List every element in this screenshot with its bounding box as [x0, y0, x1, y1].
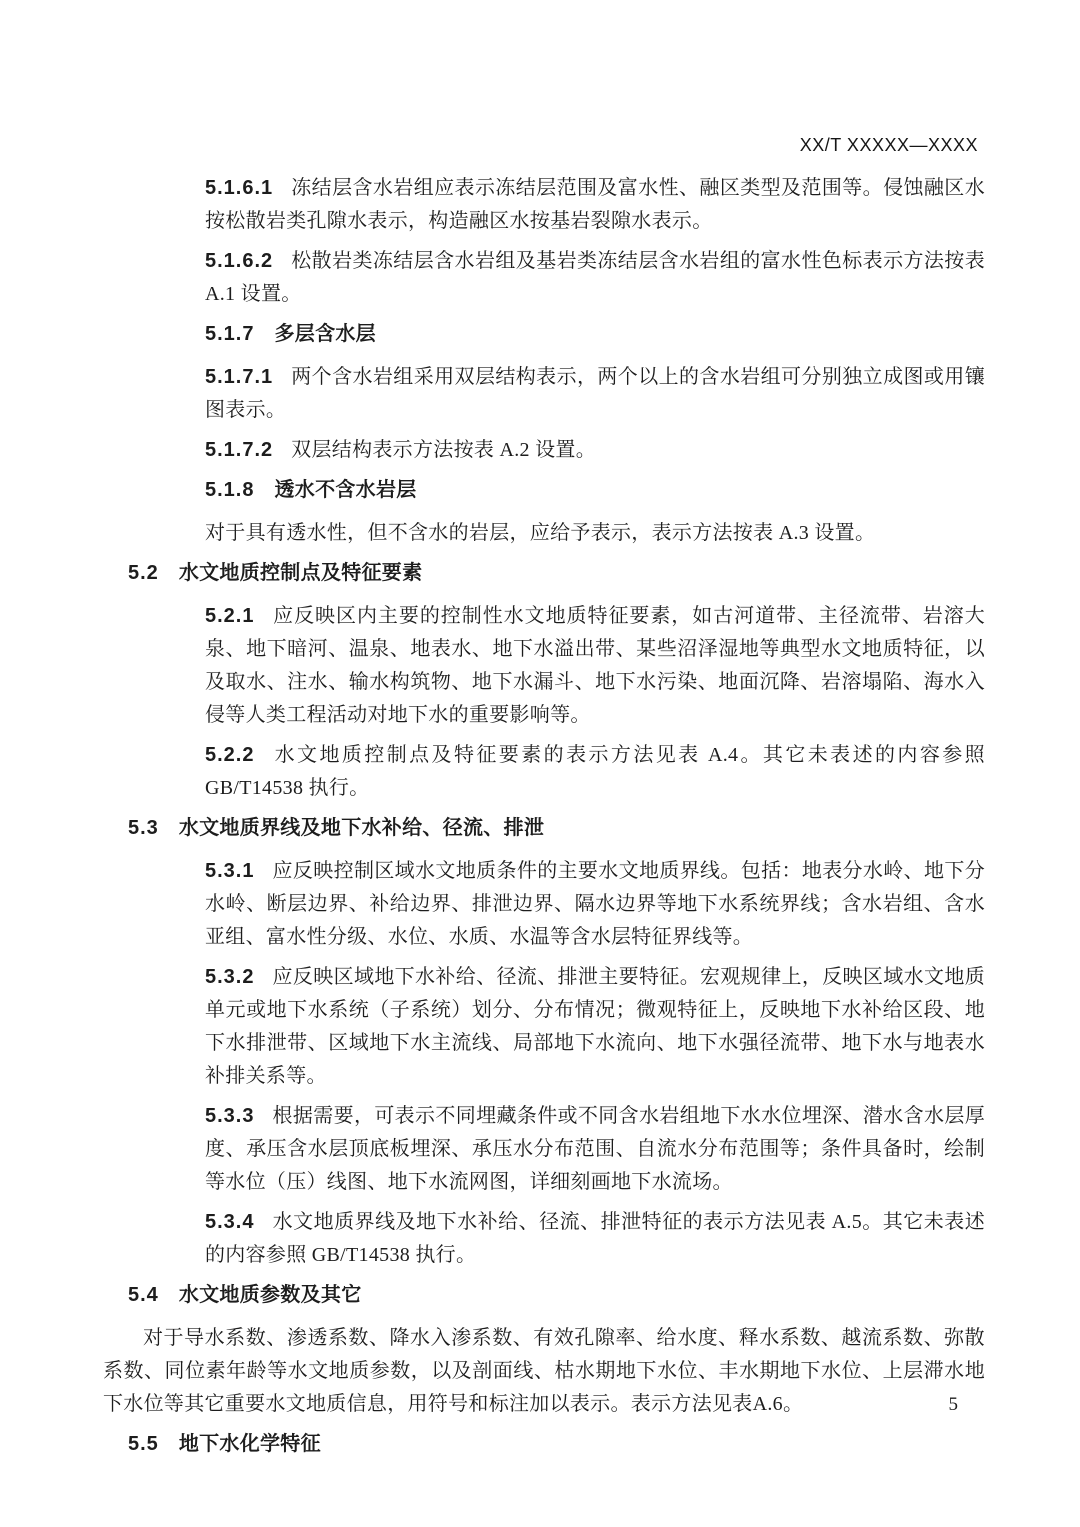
heading-5-1-7: [205, 318, 985, 351]
clause-text-5-1-7: 多层含水层: [274, 323, 376, 345]
paragraph-5-1-6-2: [205, 245, 985, 311]
clause-number-5-1-6-2: 5.1.6.2: [205, 250, 274, 272]
paragraph-5-1-7-2: [205, 434, 985, 467]
paragraph-5-1-7-1: [205, 361, 985, 427]
clause-text-p16: 对于导水系数、渗透系数、降水入渗系数、有效孔隙率、给水度、释水系数、越流系数、弥散系数、同位素年龄等水文地质参数，以及剖面线、枯水期地下水位、丰水期地下水位、上层滞水地下水位等其它重要水文地质信息，用符号和标注加以表示。表示方法见表A.6。: [103, 1327, 985, 1415]
clause-text-5-1-6-2: 松散岩类冻结层含水岩组及基岩类冻结层含水岩组的富水性色标表示方法按表 A.1 设置。: [205, 250, 985, 305]
clause-number-5-2-2: 5.2.2: [205, 744, 255, 766]
clause-text-p6: 对于具有透水性，但不含水的岩层，应给予表示，表示方法按表 A.3 设置。: [205, 522, 876, 544]
clause-text-5-1-6-1: 冻结层含水岩组应表示冻结层范围及富水性、融区类型及范围等。侵蚀融区水按松散岩类孔隙水表示，构造融区水按基岩裂隙水表示。: [205, 177, 985, 232]
clause-number-5-2-1: 5.2.1: [205, 605, 255, 627]
clause-number-5-3-2: 5.3.2: [205, 966, 255, 988]
clause-number-5-4: 5.4: [128, 1284, 159, 1306]
clause-text-5-2-2: 水文地质控制点及特征要素的表示方法见表 A.4。其它未表述的内容参照 GB/T14538 执行。: [205, 744, 985, 799]
paragraph-p16: [103, 1322, 985, 1421]
clause-text-5-5: 地下水化学特征: [178, 1433, 321, 1455]
paragraph-5-3-4: [205, 1206, 985, 1272]
clause-number-5-1-7: 5.1.7: [205, 323, 255, 345]
clause-text-5-2-1: 应反映区内主要的控制性水文地质特征要素，如古河道带、主径流带、岩溶大泉、地下暗河、温泉、地表水、地下水溢出带、某些沼泽湿地等典型水文地质特征，以及取水、注水、输水构筑物、地下水漏斗、地下水污染、地面沉降、岩溶塌陷、海水入侵等人类工程活动对地下水的重要影响等。: [205, 605, 985, 726]
clause-number-5-1-7-1: 5.1.7.1: [205, 366, 274, 388]
clause-text-5-1-8: 透水不含水岩层: [274, 479, 417, 501]
paragraph-5-3-2: [205, 961, 985, 1093]
clause-number-5-2: 5.2: [128, 562, 159, 584]
paragraph-5-3-3: [205, 1100, 985, 1199]
clause-number-5-1-8: 5.1.8: [205, 479, 255, 501]
standard-number-header: XX/T XXXXX—XXXX: [799, 135, 978, 155]
clause-text-5-3-4: 水文地质界线及地下水补给、径流、排泄特征的表示方法见表 A.5。其它未表述的内容参照 GB/T14538 执行。: [205, 1211, 985, 1266]
clause-text-5-3-3: 根据需要，可表示不同埋藏条件或不同含水岩组地下水水位埋深、潜水含水层厚度、承压含水层顶底板埋深、承压水分布范围、自流水分布范围等；条件具备时，绘制等水位（压）线图、地下水流网图，详细刻画地下水流场。: [205, 1105, 985, 1193]
clause-text-5-1-7-1: 两个含水岩组采用双层结构表示，两个以上的含水岩组可分别独立成图或用镶图表示。: [205, 366, 985, 421]
clause-text-5-4: 水文地质参数及其它: [178, 1284, 362, 1306]
clause-text-5-1-7-2: 双层结构表示方法按表 A.2 设置。: [291, 439, 597, 461]
clause-text-5-2: 水文地质控制点及特征要素: [178, 562, 423, 584]
paragraph-5-2-2: [205, 739, 985, 805]
paragraph-5-3-1: [205, 855, 985, 954]
clause-text-5-3: 水文地质界线及地下水补给、径流、排泄: [178, 817, 545, 839]
heading-5-1-8: [205, 474, 985, 507]
clause-number-5-3-3: 5.3.3: [205, 1105, 255, 1127]
paragraph-5-1-6-1: [205, 172, 985, 238]
clause-number-5-3-4: 5.3.4: [205, 1211, 255, 1233]
heading-5-4: [128, 1279, 985, 1312]
clause-number-5-1-7-2: 5.1.7.2: [205, 439, 274, 461]
clause-text-5-3-1: 应反映控制区域水文地质条件的主要水文地质界线。包括：地表分水岭、地下分水岭、断层边界、补给边界、排泄边界、隔水边界等地下水系统界线；含水岩组、含水亚组、富水性分级、水位、水质、水温等含水层特征界线等。: [205, 860, 985, 948]
document-body: [103, 172, 985, 1471]
clause-number-5-5: 5.5: [128, 1433, 159, 1455]
paragraph-5-2-1: [205, 600, 985, 732]
clause-number-5-1-6-1: 5.1.6.1: [205, 177, 274, 199]
clause-number-5-3: 5.3: [128, 817, 159, 839]
page-number: 5: [948, 1394, 958, 1415]
heading-5-3: [128, 812, 985, 845]
clause-text-5-3-2: 应反映区域地下水补给、径流、排泄主要特征。宏观规律上，反映区域水文地质单元或地下水系统（子系统）划分、分布情况；微观特征上，反映地下水补给区段、地下水排泄带、区域地下水主流线、局部地下水流向、地下水强径流带、地下水与地表水补排关系等。: [205, 966, 985, 1087]
heading-5-5: [128, 1428, 985, 1461]
heading-5-2: [128, 557, 985, 590]
clause-number-5-3-1: 5.3.1: [205, 860, 255, 882]
paragraph-p6: [205, 517, 985, 550]
